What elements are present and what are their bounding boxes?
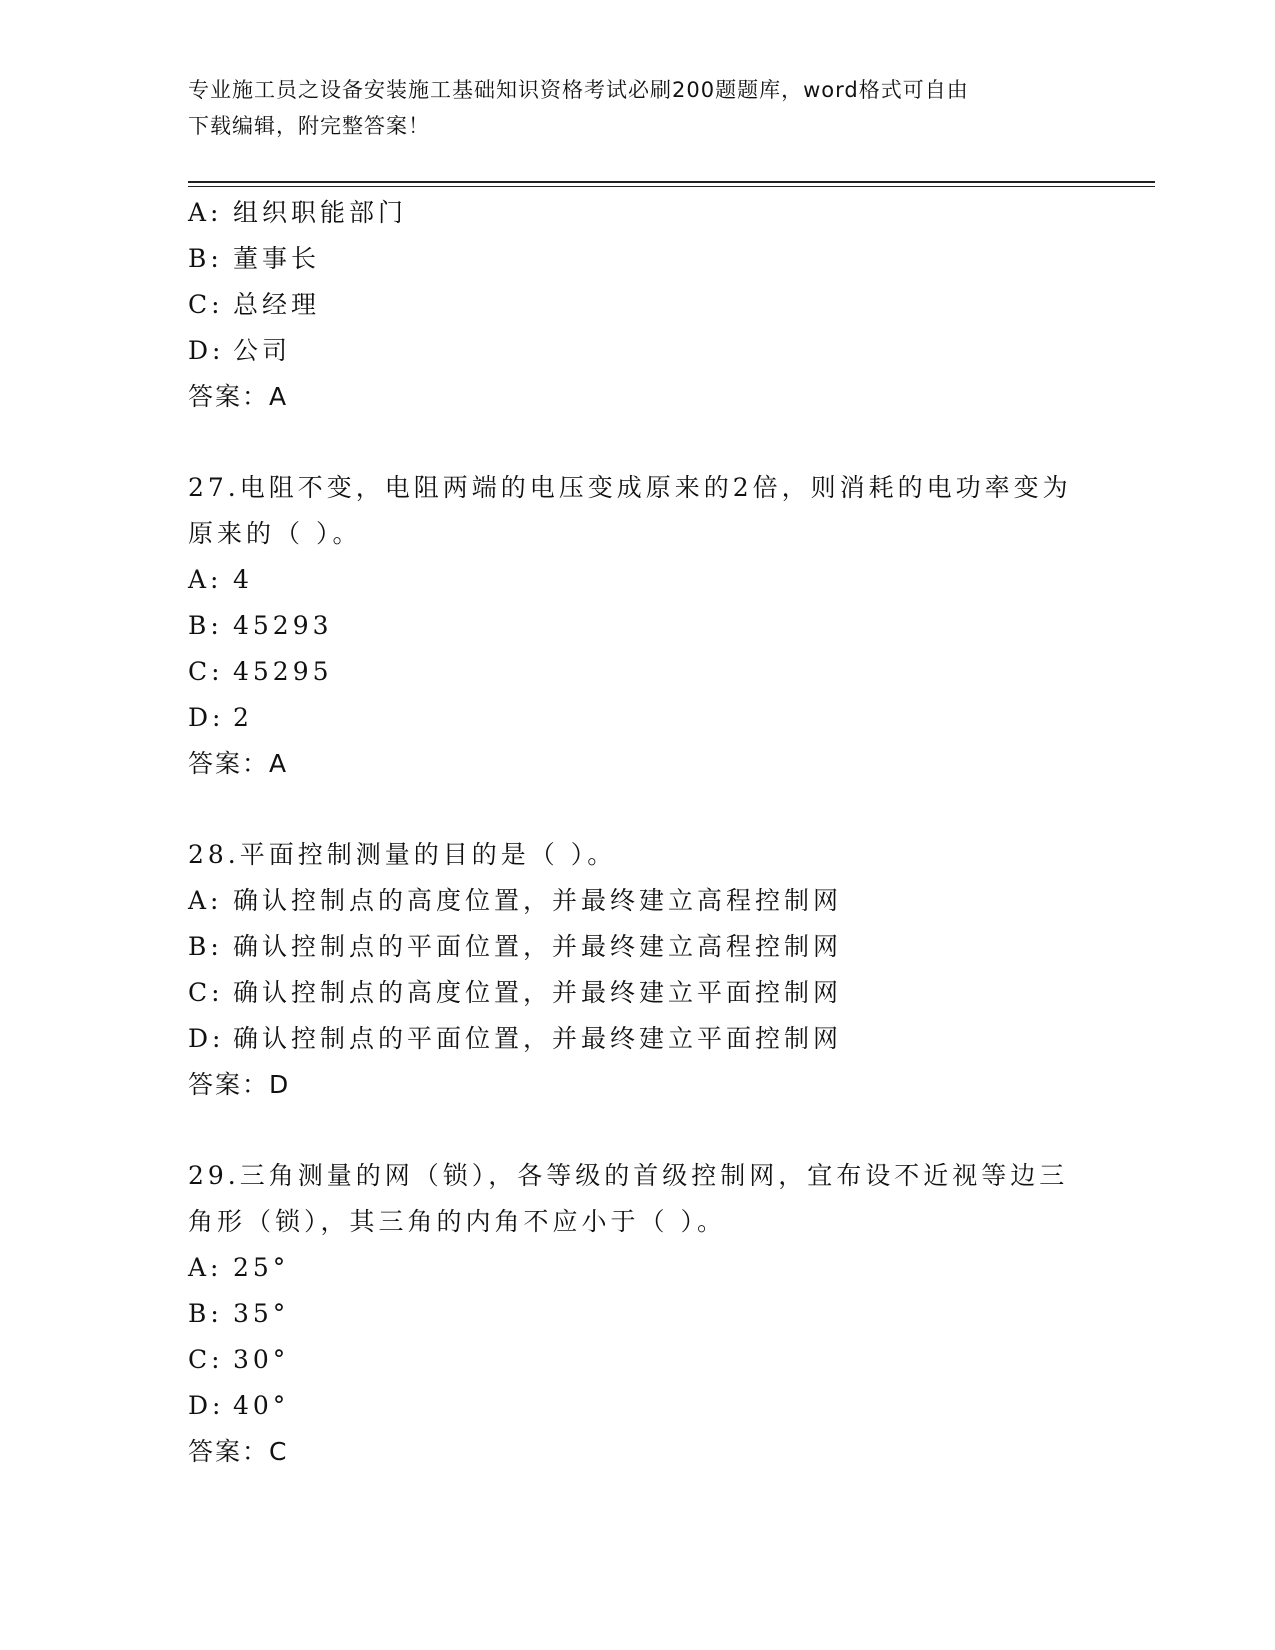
option-text: 确认控制点的平面位置，并最终建立平面控制网 [233,1024,843,1053]
option-text: 确认控制点的平面位置，并最终建立高程控制网 [233,932,843,961]
question-stem-line-2: 角形（锁），其三角的内角不应小于（ ）。 [188,1207,726,1236]
option-label: D: [188,1024,225,1053]
option-text: 40° [233,1391,290,1420]
option-d [188,328,1088,374]
option-d [188,695,1088,741]
option-c [188,970,1088,1016]
option-text: 25° [233,1253,290,1282]
option-text: 组织职能部门 [233,198,408,227]
option-text: 45293 [233,611,333,640]
spacer [188,787,1088,832]
option-c [188,282,1088,328]
question-28 [188,832,1088,1108]
question-stem-line-1: 27.电阻不变，电阻两端的电压变成原来的2倍，则消耗的电功率变为 [188,473,1072,502]
option-label: B: [188,932,223,961]
option-label: C: [188,978,224,1007]
spacer [188,420,1088,465]
header-divider-bottom [188,186,1155,187]
option-b [188,603,1088,649]
header-divider-top [188,181,1155,183]
option-label: B: [188,1299,223,1328]
option-c [188,649,1088,695]
header-title-line-2: 下载编辑，附完整答案！ [188,114,430,138]
option-label: D: [188,336,225,365]
option-text: 确认控制点的高度位置，并最终建立平面控制网 [233,978,843,1007]
option-a [188,878,1088,924]
option-label: B: [188,244,223,273]
option-label: A: [188,886,223,915]
question-27 [188,465,1088,787]
option-label: C: [188,1345,224,1374]
option-text: 30° [233,1345,290,1374]
header-title-line-1: 专业施工员之设备安装施工基础知识资格考试必刷200题题库，word格式可自由 [188,78,969,102]
option-label: A: [188,198,223,227]
option-text: 董事长 [233,244,321,273]
answer: 答案：D [188,1070,291,1099]
option-text: 45295 [233,657,333,686]
spacer [188,1108,1088,1153]
option-text: 总经理 [233,290,321,319]
question-stem-line-2: 原来的（ ）。 [188,519,362,548]
option-a [188,557,1088,603]
option-b [188,924,1088,970]
option-text: 4 [233,565,253,594]
option-a [188,1245,1088,1291]
option-label: B: [188,611,223,640]
question-stem-line-1: 29.三角测量的网（锁），各等级的首级控制网，宜布设不近视等边三 [188,1161,1069,1190]
question-stem-line-1: 28.平面控制测量的目的是（ ）。 [188,840,617,869]
option-label: C: [188,290,224,319]
option-d [188,1016,1088,1062]
option-text: 2 [233,703,253,732]
option-label: A: [188,1253,223,1282]
document-header [188,72,1068,144]
option-label: A: [188,565,223,594]
option-text: 公司 [233,336,292,365]
option-d [188,1383,1088,1429]
option-a [188,190,1088,236]
question-26 [188,190,1088,420]
option-b [188,236,1088,282]
option-text: 确认控制点的高度位置，并最终建立高程控制网 [233,886,843,915]
document-body [188,190,1088,1475]
option-text: 35° [233,1299,290,1328]
option-label: C: [188,657,224,686]
question-29 [188,1153,1088,1475]
answer: 答案：A [188,382,289,411]
option-b [188,1291,1088,1337]
answer: 答案：A [188,749,289,778]
option-label: D: [188,703,225,732]
option-label: D: [188,1391,225,1420]
option-c [188,1337,1088,1383]
answer: 答案：C [188,1437,289,1466]
